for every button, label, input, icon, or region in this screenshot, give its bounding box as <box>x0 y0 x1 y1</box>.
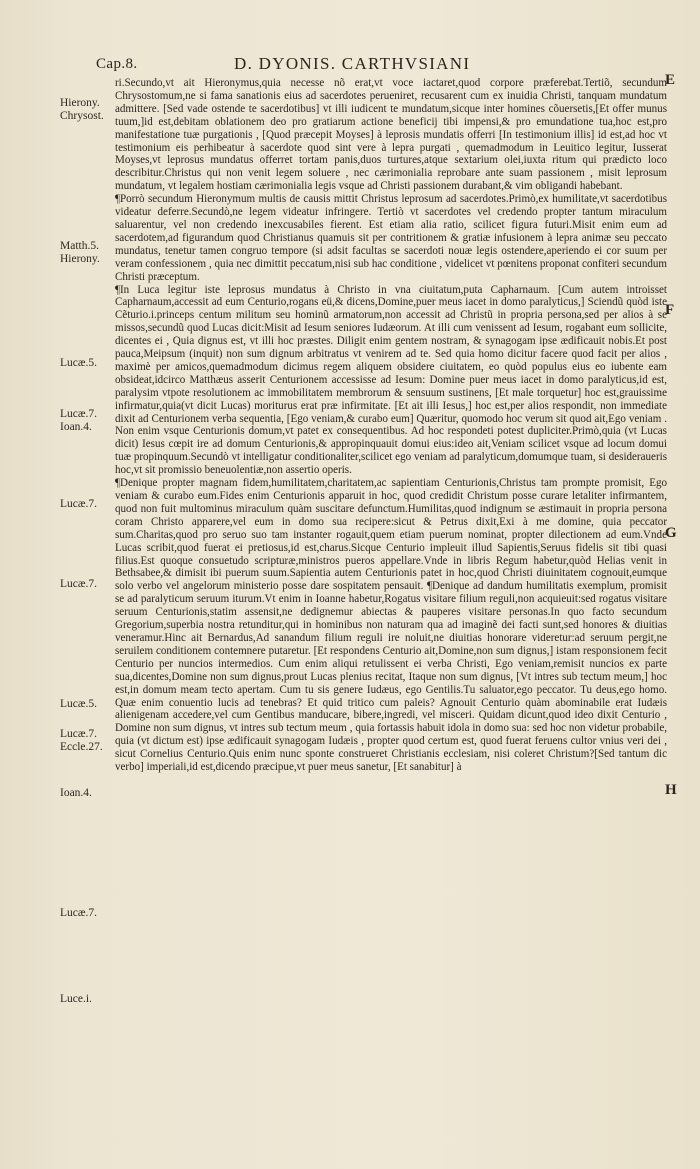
section-letter: H <box>665 782 677 798</box>
margin-reference: Lucæ.7. <box>60 728 98 740</box>
margin-reference: Eccle.27. <box>60 741 103 753</box>
margin-reference: Hierony. <box>60 253 100 265</box>
margin-reference: Matth.5. <box>60 240 99 252</box>
section-letter: F <box>665 302 675 318</box>
margin-reference: Chrysost. <box>60 110 104 122</box>
paragraph: ¶Denique propter magnam fidem,humilitatem,charitatem,ac sapientiam Centurionis,Christus tam prompte promisit, Ego veniam & curabo eum.Fides enim Centurionis apparuit in hoc, quod credidit Christum posse curare letaliter infirmantem, quod non fuit multominus miraculum quàm suscitare defunctum.Humilitas,quod indignum se æstimauit in propria persona coram Christo apparere,vel eum in domo sua recipere:sicut & Petrus dixit,Exi à me domine, quia peccator sum.Charitas,quod pro seruo suo tam instanter rogauit,quem etiam puerum nominat, propter dilectionem ad eum.Vnde Lucas scribit,quod fuerat ei pretiosus,id est,charus.Sicque Centurio impleuit illud Sapientis,Seruus fidelis sit tibi quasi filius.Est quoque consuetudo scripturæ,ministros pueros appellare.Vnde in libris Regum habetur,quòd Helias venit in Bethsabee,& dimisit ibi puerum suum.Sapientia autem Centurionis patet in hoc,quod Christi diuinitatem cognouit,eumque solo verbo vel angelorum ministerio posse dare sospitatem pensauit. ¶Denique ad dandum humilitatis exemplum, promisit se ad paralyticum seruum iturum.Vt enim in Ioanne habetur,Rogatus visitare filium reguli,non acquieuit:sed rogatus visitare seruum Centurionis,statim assensit,ne dedignemur abiectas & pauperes visitare personas.In quo facto secundum Gregorium,superbia nostra retunditur,qui in hominibus non naturam qua ad imaginẽ dei facti sunt,sed honores & diuitias veneramur.Hinc ait Bernardus,Ad sanandum filium reguli ire noluit,ne diuitias honorare videretur:ad seruum pergit,ne seruilem conditionem contemnere putaretur. [Et respondens Centurio ait,Domine,non sum dignus,] istam responsionem fecit Centurio per nuncios intermedios. Cum enim aliqui retulissent ei verba Christi, Ego veniam,remisit nuncios ex parte sua,dicentes,Domine non sum dignus,prout Lucas plenius recitat, Itaque non sum dignus, [Vt intres sub tectum meum,] hoc est,in domum meam tecto apertam. Cum tu sis genere Iudæus, ego Gentilis.Tu saluator,ego peccator. Tu deus,ego homo. Quæ enim conuentio lucis ad tenebras? Et quid tritico cum paleis? Agnouit Centurio quàm abominabile erat Iudæis alienigenam accedere,vel cum Gentibus manducare, bibere,ingredi, vel misceri. Quidam dicunt,quod ideo dixit Centurio , Domine non sum dignus, vt intres sub tectum meum , quia fortassis habuit idola in domo sua: sed hoc non videtur probabile, quia (vt dictum est) ipse ædificauit synagogam Iudæis , propter quod certum est, quod fuerat feruens cultor vnius veri dei , sicut Cornelius Centurio.Quis enim nunc sponte construeret Christianis ecclesiam, nisi coleret Christum?[Sed tantum dic verbo] imperiali,id est,dicendo præcipue,vt puer meus sanetur, [Et sanabitur] à <box>115 477 667 774</box>
running-title: D. DYONIS. CARTHVSIANI <box>234 54 471 73</box>
margin-reference: Lucæ.7. <box>60 498 98 510</box>
paragraph: ¶Porrò secundum Hieronymum multis de causis mittit Christus leprosum ad sacerdotes.Primò,ex humilitate,vt sacerdotibus videatur deferre.Secundò,ne legem videatur infringere. Tertiò vt sacerdotes vel credendo propter tantum miraculum saluarentur, vel non credendo inexcusabiles fierent. Est etiam alia ratio, scilicet figura futuri.Misit enim eum ad sacerdotem,ad figurandum quod Christianus quamuis sit per contritionem & gratiæ infusionem à lepra animæ seu peccato mundatus, tenetur tamen congruo tempore (si adsit facultas se sacerdoti nouæ legis ostendere,aperiendo ei cor suum per veram confessionem , quia nec dimittit peccatum,nisi sub hac conditione , videlicet vt pœnitens proponat confiteri secundum Christi præceptum. <box>115 193 667 283</box>
margin-reference: Hierony. <box>60 97 100 109</box>
margin-reference: Lucæ.5. <box>60 357 98 369</box>
chapter-label: Cap.8. <box>96 56 138 72</box>
margin-reference: Lucæ.7. <box>60 578 98 590</box>
main-text-column <box>115 77 667 1117</box>
margin-reference: Ioan.4. <box>60 421 92 433</box>
margin-reference: Luce.i. <box>60 993 92 1005</box>
paragraph: ¶In Luca legitur iste leprosus mundatus à Christo in vna ciuitatum,puta Capharnaum. [Cum autem introisset Capharnaum,accessit ad eum Centurio,rogans eü,& dicens,Domine,puer meus iacet in domo paralyticus,] Sciendũ quòd iste Cẽturio.i.princeps centum militum seu hominũ armatorum,non accessit ad Christũ in propria persona,sed per alios à se missos,secundũ quod Lucas dicit:Misit ad Iesum seniores Iudæorum. At illi cum venissent ad Iesum, rogabant eum sollicite, dicentes ei , Quia dignus est, vt illi hoc præstes. Diligit enim gentem nostram, & synagogam ipse ædificauit nobis.Et post pauca,Meipsum (inquit) non sum dignum arbitratus vt venirem ad te. Sed quia homo dicitur facere quod facit per alios , maximè per amicos,quemadmodum dicimus regem aliquem obsidere ciuitatem, eo quòd populus eius eo iubente eam obsideat,idcirco Matthæus asserit Centurionem accessisse ad Iesum: Domine puer meus iacet in domo paralyticus,id est, paralysim vtpote resolutionem ac immobilitatem membrorum & sensuum sustinens, [Et male torquetur] hoc est,grauissime infirmatur,quia(vt dicit Lucas) moriturus erat præ infirmitate. [Et ait illi Iesus,] hoc est,per alios respondit, non immediate dixit ad Centurionem verba sequentia, [Ego veniam,& curabo eum] Quæritur, quomodo hoc verum sit quod ait,Ego veniam . Non enim vsque Centurionis domum,vt patet ex consequentibus. Ad hoc respondeti potest dupliciter.Primò,quia (vt Lucas dicit) Iesus cœpit ire ad domum Centurionis,& appropinquauit domui eius:ideo ait,Veniam scilicet vsque ad locum domui tuæ propinquum.Secundò vt intelligatur conditionaliter,scilicet ego veniam ad paralyticum,domumque tuam, si desideraueris hoc,vt sit promissio beneuolentiæ,non assertio operis. <box>115 283 667 477</box>
paragraph: ri.Secundo,vt ait Hieronymus,quia necesse nõ erat,vt voce iactaret,quod corpore præferebat.Tertiõ, secundum Chrysostomum,ne si fama sanationis eius ad sacerdotes perueniret, recusarent cum ex inuidia Christi, tanquam mundatum admittere. [Sed vade ostende te sacerdotibus] vt illi iudicent te mundatum,sicque inter homines cõuersetis,[Et offer munus tuum,]id est,debitam oblationem deo pro gratiarum actione beneficij tibi impensi,& pro emundatione tua,hoc est,pro manifestatione tuæ purgationis , [Quod præcepit Moyses] à leprosis mundatis offerri [In testimonium illis] id est,ad hoc vt testimonium eis perhibeatur à sacerdote quod sint vere à lepra purgati , quemadmodum in Leuitico legitur, Iusserat Moyses,vt leprosus mundatus offerret tortam panis,duos turtures,atque sextarium olei,iuxta ritum qui prædicto loco describitur.Christus qui non venit legem soluere , nec cærimonialia reprobare ante suam passionem , misit leprosum mundatum, vt legalem hostiam cærimonialia legis vsque ad Christi passionem durabant,& vim obligandi habebant. <box>115 77 667 193</box>
margin-reference: Lucæ.5. <box>60 698 98 710</box>
margin-reference: Ioan.4. <box>60 787 92 799</box>
section-letter: G <box>665 525 677 541</box>
margin-reference: Lucæ.7. <box>60 408 98 420</box>
margin-reference: Lucæ.7. <box>60 907 98 919</box>
running-header <box>96 54 676 78</box>
section-letter: E <box>665 72 676 88</box>
